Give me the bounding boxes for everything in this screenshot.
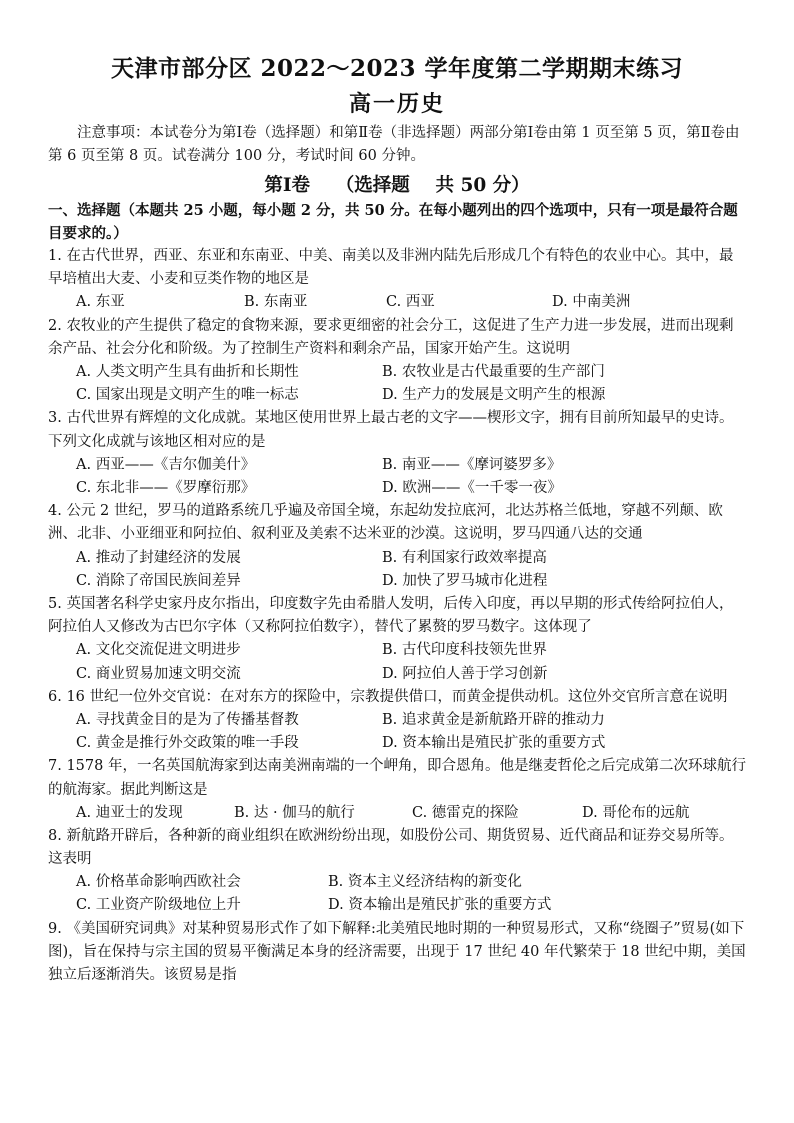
option-c[interactable]: C. 商业贸易加速文明交流 — [76, 665, 241, 682]
option-b[interactable]: B. 资本主义经济结构的新变化 — [328, 874, 522, 891]
question-2 — [48, 315, 746, 408]
exam-notice: 注意事项：本试卷分为第Ⅰ卷（选择题）和第Ⅱ卷（非选择题）两部分第Ⅰ卷由第 1 页至第 5 页，第Ⅱ卷由第 6 页至第 8 页。试卷满分 100 分，考试时间 60 分钟。 — [48, 125, 740, 164]
option-c[interactable]: C. 国家出现是文明产生的唯一标志 — [76, 387, 299, 404]
options-row — [48, 477, 746, 500]
option-a[interactable]: A. 人类文明产生具有曲折和长期性 — [76, 364, 299, 380]
option-c[interactable]: C. 东北非——《罗摩衍那》 — [76, 479, 256, 496]
option-c[interactable]: C. 黄金是推行外交政策的唯一手段 — [76, 735, 299, 752]
option-c[interactable]: C. 消除了帝国民族间差异 — [76, 572, 241, 589]
options-row — [48, 663, 746, 686]
question-stem: 6. 16 世纪一位外交官说：在对东方的探险中，宗教提供借口，而黄金提供动机。这位外交官所言意在说明 — [48, 688, 728, 705]
options-row — [48, 894, 746, 917]
options-row — [48, 639, 746, 662]
options-row — [48, 570, 746, 593]
option-c[interactable]: C. 德雷克的探险 — [412, 804, 519, 821]
option-b[interactable]: B. 东南亚 — [244, 294, 308, 311]
question-4 — [48, 500, 746, 593]
options-row — [48, 732, 746, 755]
exam-subject: 高一历史 — [348, 91, 445, 117]
option-a[interactable]: A. 推动了封建经济的发展 — [76, 549, 241, 566]
options-row — [48, 384, 746, 407]
question-3 — [48, 407, 746, 500]
option-a[interactable]: A. 东亚 — [76, 294, 125, 311]
option-d[interactable]: D. 中南美洲 — [552, 294, 631, 311]
question-stem: 2. 农牧业的产生提供了稳定的食物来源，要求更细密的社会分工，这促进了生产力进一步发展，进而出现剩余产品、社会分化和阶级。为了控制生产资料和剩余产品，国家开始产生。这说明 — [48, 317, 734, 357]
option-d[interactable]: D. 欧洲——《一千零一夜》 — [382, 479, 562, 496]
option-d[interactable]: D. 资本输出是殖民扩张的重要方式 — [328, 897, 552, 914]
option-d[interactable]: D. 生产力的发展是文明产生的根源 — [382, 387, 606, 404]
options-row — [48, 361, 746, 384]
question-1 — [48, 245, 746, 315]
options-row — [48, 547, 746, 570]
option-c[interactable]: C. 西亚 — [386, 294, 435, 311]
option-b[interactable]: B. 农牧业是古代最重要的生产部门 — [382, 364, 605, 380]
question-6 — [48, 686, 746, 756]
option-b[interactable]: B. 追求黄金是新航路开辟的推动力 — [382, 711, 605, 728]
option-b[interactable]: B. 古代印度科技领先世界 — [382, 642, 547, 659]
question-5 — [48, 593, 746, 686]
option-a[interactable]: A. 价格革命影响西欧社会 — [76, 874, 241, 891]
question-stem: 8. 新航路开辟后，各种新的商业组织在欧洲纷纷出现，如股份公司、期货贸易、近代商品和证券交易所等。这表明 — [48, 827, 734, 868]
question-stem: 7. 1578 年，一名英国航海家到达南美洲南端的一个岬角，即合恩角。他是继麦哲伦之后完成第二次环球航行的航海家。据此判断这是 — [48, 758, 746, 798]
question-stem: 9. 《美国研究词典》对某种贸易形式作了如下解释:北美殖民地时期的一种贸易形式，又称“绕圈子”贸易(如下图)，旨在保持与宗主国的贸易平衡满足本身的经济需要，出现于 17 世纪 40 年代繁荣于 18 世纪中期，美国独立后逐渐消失。该贸易是指 — [48, 920, 746, 984]
option-c[interactable]: C. 工业资产阶级地位上升 — [76, 897, 241, 914]
option-b[interactable]: B. 达 · 伽马的航行 — [234, 804, 355, 821]
option-a[interactable]: A. 迪亚士的发现 — [76, 804, 183, 821]
option-d[interactable]: D. 阿拉伯人善于学习创新 — [382, 665, 548, 682]
question-7 — [48, 755, 746, 825]
option-d[interactable]: D. 加快了罗马城市化进程 — [382, 572, 548, 589]
exam-title: 天津市部分区 2022～2023 学年度第二学期期末练习 — [110, 55, 684, 82]
section-instruction: 一、选择题（本题共 25 小题，每小题 2 分，共 50 分。在每小题列出的四个选项中，只有一项是最符合题目要求的。） — [48, 202, 738, 242]
option-d[interactable]: D. 哥伦布的远航 — [582, 804, 690, 821]
option-a[interactable]: A. 文化交流促进文明进步 — [76, 642, 241, 659]
question-stem: 5. 英国著名科学史家丹皮尔指出，印度数字先由希腊人发明，后传入印度，再以早期的形式传给阿拉伯人，阿拉伯人又修改为古巴尔字体（又称阿拉伯数字），替代了累赘的罗马数字。这体现了 — [48, 595, 734, 636]
question-stem: 3. 古代世界有辉煌的文化成就。某地区使用世界上最古老的文字——楔形文字，拥有目前所知最早的史诗。下列文化成就与该地区相对应的是 — [48, 410, 734, 450]
question-list — [48, 245, 746, 987]
options-row — [48, 291, 746, 314]
question-9 — [48, 918, 746, 988]
options-row — [48, 871, 746, 894]
question-8 — [48, 825, 746, 918]
option-b[interactable]: B. 南亚——《摩诃婆罗多》 — [382, 456, 562, 473]
question-stem: 4. 公元 2 世纪，罗马的道路系统几乎遍及帝国全境，东起幼发拉底河，北达苏格兰低地，穿越不列颠、欧洲、北非、小亚细亚和阿拉伯、叙利亚及美索不达米亚的沙漠。这说明，罗马四通八达的交通 — [48, 503, 723, 543]
options-row — [48, 802, 746, 825]
option-a[interactable]: A. 寻找黄金目的是为了传播基督教 — [76, 711, 299, 728]
options-row — [48, 709, 746, 732]
option-a[interactable]: A. 西亚——《吉尔伽美什》 — [76, 456, 256, 473]
option-d[interactable]: D. 资本输出是殖民扩张的重要方式 — [382, 735, 606, 752]
option-b[interactable]: B. 有利国家行政效率提高 — [382, 549, 547, 566]
options-row — [48, 454, 746, 477]
question-stem: 1. 在古代世界，西亚、东亚和东南亚、中美、南美以及非洲内陆先后形成几个有特色的农业中心。其中，最早培植出大麦、小麦和豆类作物的地区是 — [48, 248, 734, 288]
section-title: 第Ⅰ卷 （选择题 共 50 分） — [264, 175, 530, 196]
